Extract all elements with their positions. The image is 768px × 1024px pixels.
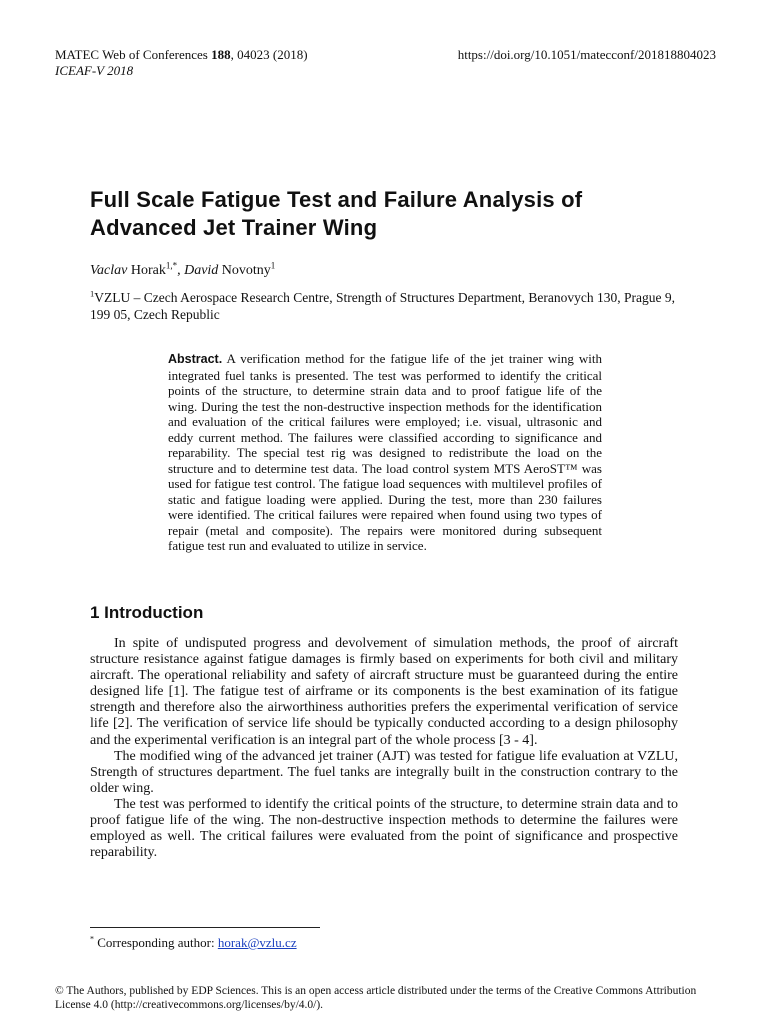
conference-name: ICEAF-V 2018 [55,63,134,78]
abstract [168,351,602,554]
footnote-divider [90,927,320,928]
running-header [55,47,308,79]
footnote-label: Corresponding author: [94,935,218,950]
author-1-sup: 1,* [165,260,178,271]
journal-name: MATEC Web of Conferences [55,47,208,62]
footnote-sup: * [90,934,94,944]
license-notice: © The Authors, published by EDP Sciences. This is an open access article distributed under the terms of the Creative Commons Attribution License 4.0 (http://creativecommons.org/licenses/by/4.0/). [55,985,697,1011]
author-separator: , [177,263,185,278]
section-body [90,636,678,861]
author-1-first: Vaclav [90,263,128,278]
affiliation-sup: 1 [90,288,95,299]
author-1-last: Horak [130,263,166,278]
author-email-link[interactable]: horak@vzlu.cz [217,935,297,950]
author-2-first: David [184,263,219,278]
journal-citation [55,47,308,63]
abstract-text: A verification method for the fatigue life of the jet trainer wing with integrated fuel tanks is presented. The test was performed to identify the critical points of the structure, to determine strain data and to proof fatigue life of the wing. During the test the non-destructive inspection methods for the identification and evaluation of the critical failures were employed; i.e. visual, ultrasonic and eddy current method. The failures were classified according to significance and reparability. The special test rig was designed to redistribute the load on the structure and to determine test data. The load control system MTS AeroST™ was used for fatigue test control. The fatigue load sequences with multilevel profiles of static and fatigue loading were applied. During the test, more than 230 failures were identified. The critical failures were repaired when found using two types of repair (metal and composite). The repairs were monitored during subsequent fatigue test run and evaluated to utilize in service. [168,351,602,553]
paragraph: In spite of undisputed progress and devolvement of simulation methods, the proof of aircraft structure resistance against fatigue damages is firmly based on experiments for both civil and military aircraft. The operational reliability and safety of aircraft structure must be guaranteed during the entire designed life [1]. The fatigue test of airframe or its components is the best examination of its fatigue strength and therefore also the airworthiness authorities prefers the experimental verification of service life [2]. The verification of service life should be typically conducted according to a design philosophy and the experimental verification is an integral part of the whole process [3 - 4]. [90,636,678,748]
abstract-label: Abstract. [168,352,223,366]
paragraph: The test was performed to identify the critical points of the structure, to determine strain data and to proof fatigue life of the wing. The non-destructive inspection methods to determine the failures were employed as well. The critical failures were evaluated from the point of significance and prospective reparability. [90,796,678,861]
paper-title: Full Scale Fatigue Test and Failure Analysis of Advanced Jet Trainer Wing [90,187,583,240]
doi-link[interactable]: https://doi.org/10.1051/matecconf/201818804023 [457,47,716,62]
affiliation-text: VZLU – Czech Aerospace Research Centre, Strength of Structures Department, Beranovych 130, Prague 9, 199 05, Czech Republic [90,290,675,322]
author-2-sup: 1 [270,260,276,271]
paragraph: The modified wing of the advanced jet trainer (AJT) was tested for fatigue life evaluation at VZLU, Strength of structures department. The fuel tanks are integrally built in the construction contrary to the older wing. [90,748,678,796]
section-heading: 1 Introduction [90,603,204,622]
affiliation [90,289,680,323]
author-2-last: Novotny [221,263,271,278]
footnote [90,935,297,951]
author-list [90,262,275,280]
article-number: , 04023 (2018) [230,47,308,62]
journal-volume: 188 [211,47,231,62]
